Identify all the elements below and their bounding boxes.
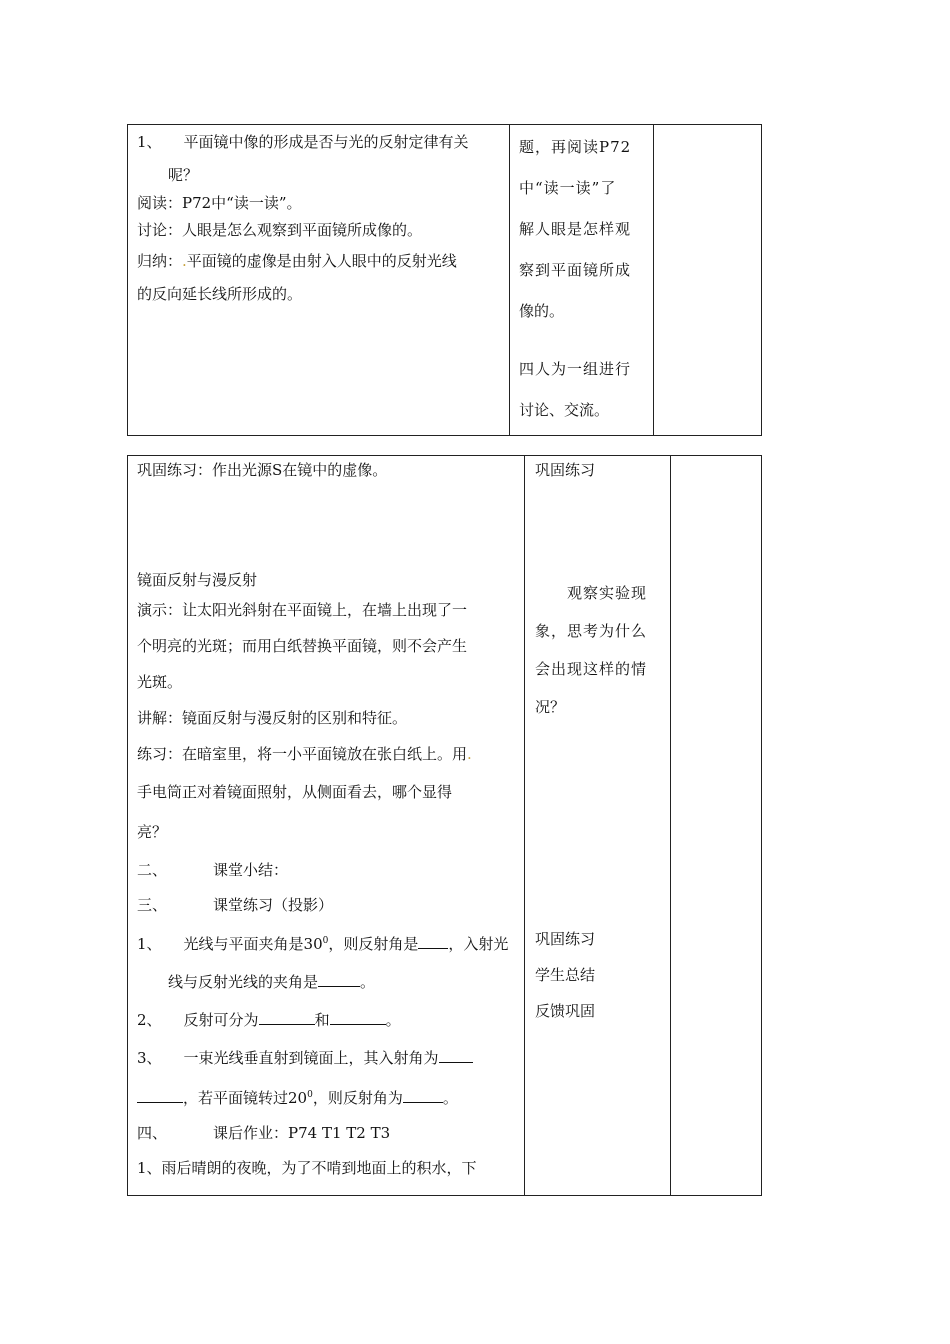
answer-blank[interactable]: [137, 1088, 183, 1103]
feedback-line: 巩固练习: [535, 930, 596, 948]
section-heading: 镜面反射与漫反射: [137, 571, 258, 589]
notes-cell: [671, 456, 762, 1196]
observe-line: 况？: [535, 698, 566, 716]
activity-line: 题，再阅读P72: [519, 138, 632, 156]
lesson-table-2: [127, 455, 762, 1196]
activity-cell: [525, 456, 671, 1196]
exercise-q3: 3、 一束光线垂直射到镜面上，其入射角为: [137, 1039, 518, 1077]
notes-cell: [654, 125, 762, 436]
summary-line: 归纳：.平面镜的虚像是由射入人眼中的反射光线: [137, 252, 457, 270]
exercise-line: 手电筒正对着镜面照射，从侧面看去，哪个显得: [137, 783, 453, 801]
activity-line: 像的。: [519, 302, 565, 320]
feedback-line: 反馈巩固: [535, 1002, 596, 1020]
observe-line: 象，思考为什么: [535, 622, 648, 640]
activity-title: 巩固练习: [535, 461, 596, 479]
lesson-table-1: [127, 124, 762, 436]
exercise-q3-cont: ，若平面镜转过$20^0$，则反射角为 。: [137, 1077, 518, 1116]
answer-blank[interactable]: [403, 1088, 443, 1103]
content-cell: [128, 125, 510, 436]
exercise-q1: 1、 光线与平面夹角是$30^0$，则反射角是 ，入射光: [137, 935, 509, 953]
group-line: 讨论、交流。: [519, 401, 610, 419]
answer-blank[interactable]: [330, 1010, 386, 1025]
question-line-cont: 呢？: [168, 166, 199, 184]
feedback-line: 学生总结: [535, 966, 596, 984]
discuss-line: 讨论：人眼是怎么观察到平面镜所成像的。: [137, 221, 423, 239]
mark-dot: .: [182, 252, 187, 270]
group-line: 四人为一组进行: [519, 360, 632, 378]
demo-line: 光斑。: [137, 673, 183, 691]
activity-line: 中“读一读”了: [519, 179, 617, 197]
section-exercise: 三、 课堂练习（投影）: [137, 896, 334, 914]
summary-line-cont: 的反向延长线所形成的。: [137, 285, 303, 303]
exercise-q2: 2、 反射可分为 和 。: [137, 1011, 401, 1029]
answer-blank[interactable]: [259, 1010, 315, 1025]
activity-line: 察到平面镜所成: [519, 261, 632, 279]
answer-blank[interactable]: [418, 934, 448, 949]
demo-line: 演示：让太阳光斜射在平面镜上，在墙上出现了一: [137, 601, 468, 619]
explain-line: 讲解：镜面反射与漫反射的区别和特征。: [137, 709, 408, 727]
exercise-q1-cont: 线与反射光线的夹角是 。: [168, 973, 376, 991]
demo-line: 个明亮的光斑；而用白纸替换平面镜，则不会产生: [137, 637, 468, 655]
answer-blank[interactable]: [318, 972, 360, 987]
practice-line: 巩固练习：作出光源S在镜中的虚像。: [137, 461, 388, 479]
answer-blank[interactable]: [439, 1048, 473, 1063]
section-summary: 二、 课堂小结：: [137, 861, 289, 879]
read-line: 阅读：P72中“读一读”。: [137, 194, 302, 212]
observe-line: 观察实验现: [567, 584, 648, 602]
exercise-line: 亮？: [137, 823, 168, 841]
observe-line: 会出现这样的情: [535, 660, 648, 678]
homework-line: 1、雨后晴朗的夜晚，为了不啃到地面上的积水，下: [137, 1159, 477, 1177]
section-homework: 四、 课后作业：P74 T1 T2 T3: [137, 1124, 391, 1142]
question-line: 1、 平面镜中像的形成是否与光的反射定律有关: [137, 133, 469, 151]
activity-cell: [510, 125, 654, 436]
content-cell: [128, 456, 525, 1196]
exercise-line: 练习：在暗室里，将一小平面镜放在张白纸上。用.: [137, 745, 472, 763]
mark-dot: .: [467, 745, 472, 763]
activity-line: 解人眼是怎样观: [519, 220, 632, 238]
